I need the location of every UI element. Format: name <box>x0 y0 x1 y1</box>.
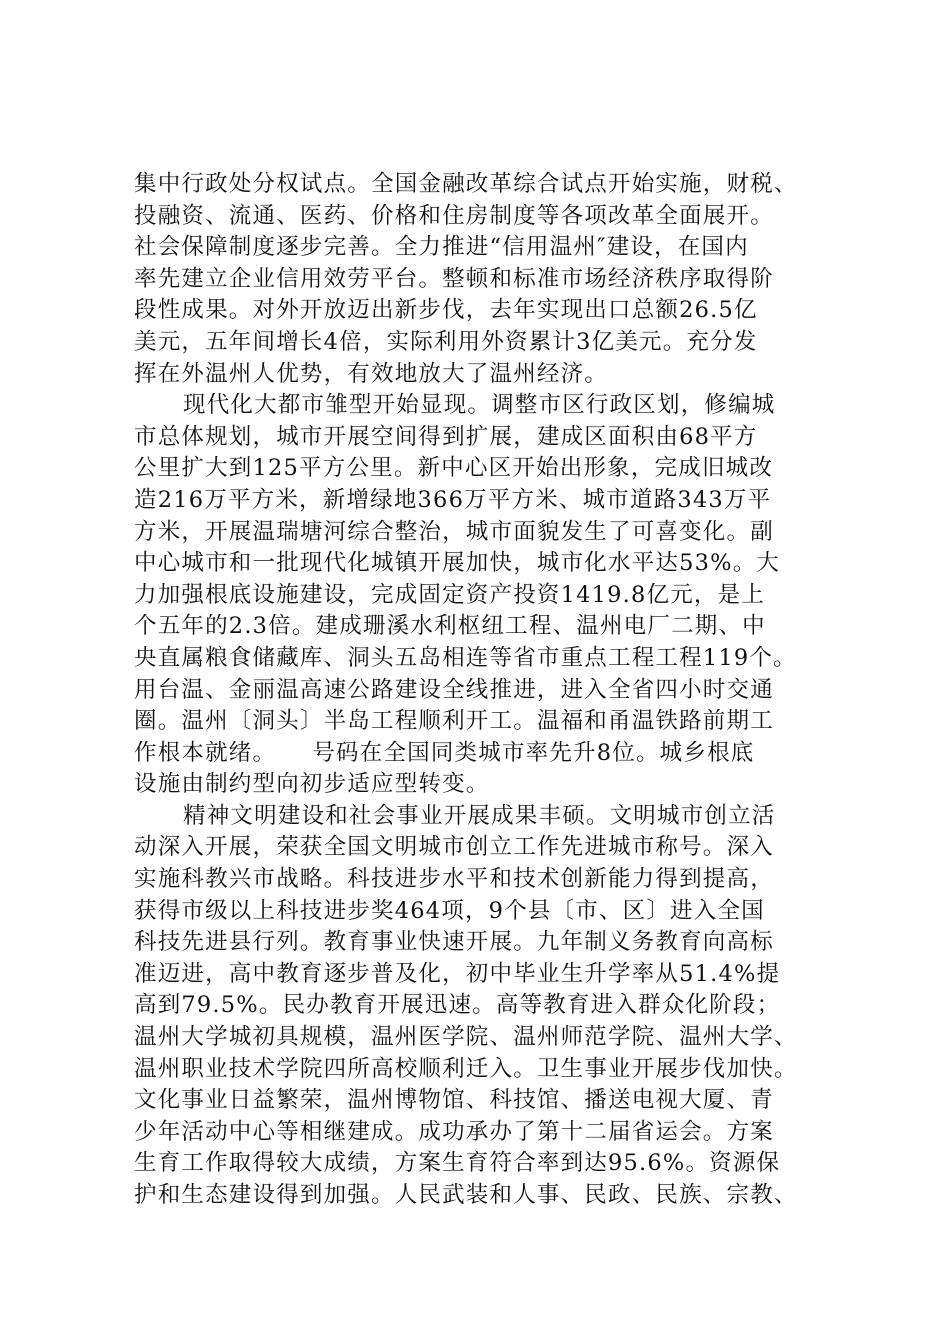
text-line: 动深入开展，荣获全国文明城市创立工作先进城市称号。深入 <box>134 834 774 861</box>
text-line: 方米，开展温瑞塘河综合整治，城市面貌发生了可喜变化。副 <box>134 518 774 545</box>
text-line: 造216万平方米，新增绿地366万平方米、城市道路343万平 <box>134 486 772 513</box>
text-line: 段性成果。对外开放迈出新步伐，去年实现出口总额26.5亿 <box>134 297 758 324</box>
text-line: 生育工作取得较大成绩，方案生育符合率到达95.6%。资源保 <box>134 1150 781 1177</box>
text-line: 美元，五年间增长4倍，实际利用外资累计3亿美元。充分发 <box>134 328 758 355</box>
text-line: 作根本就绪。 号码在全国同类城市率先升8位。城乡根底 <box>134 739 755 766</box>
text-line: 圈。温州〔洞头〕半岛工程顺利开工。温福和甬温铁路前期工 <box>134 708 774 735</box>
text-line: 力加强根底设施建设，完成固定资产投资1419.8亿元，是上 <box>134 581 766 608</box>
text-line: 中心城市和一批现代化城镇开展加快，城市化水平达53%。大 <box>134 550 781 577</box>
text-line: 率先建立企业信用效劳平台。整顿和标准市场经济秩序取得阶 <box>134 265 774 292</box>
text-line: 社会保障制度逐步完善。全力推进“信用温州″建设，在国内 <box>134 234 749 261</box>
text-line: 设施由制约型向初步适应型转变。 <box>134 771 490 798</box>
text-line: 文化事业日益繁荣，温州博物馆、科技馆、播送电视大厦、青 <box>134 1087 774 1114</box>
text-line: 温州大学城初具规模，温州医学院、温州师范学院、温州大学、 <box>134 1024 798 1051</box>
body-text <box>134 169 854 1212</box>
text-line: 公里扩大到125平方公里。新中心区开始出形象，完成旧城改 <box>134 455 774 482</box>
text-line: 用台温、金丽温高速公路建设全线推进，进入全省四小时交通 <box>134 676 774 703</box>
text-line: 个五年的2.3倍。建成珊溪水利枢纽工程、温州电厂二期、中 <box>134 613 766 640</box>
text-line: 集中行政处分权试点。全国金融改革综合试点开始实施，财税、 <box>134 171 798 197</box>
text-line: 实施科教兴市战略。科技进步水平和技术创新能力得到提高， <box>134 866 774 893</box>
text-line: 市总体规划，城市开展空间得到扩展，建成区面积由68平方 <box>134 423 758 450</box>
text-line: 投融资、流通、医药、价格和住房制度等各项改革全面展开。 <box>134 202 774 229</box>
text-line: 护和生态建设得到加强。人民武装和人事、民政、民族、宗教、 <box>134 1182 798 1208</box>
text-line: 少年活动中心等相继建成。成功承办了第十二届省运会。方案 <box>134 1118 774 1145</box>
text-line: 获得市级以上科技进步奖464项，9个县〔市、区〕进入全国 <box>134 897 765 924</box>
text-line: 温州职业技术学院四所高校顺利迁入。卫生事业开展步伐加快。 <box>134 1055 798 1082</box>
text-line: 准迈进，高中教育逐步普及化，初中毕业生升学率从51.4%提 <box>134 960 781 987</box>
paragraph-start-line: 精神文明建设和社会事业开展成果丰硕。文明城市创立活 <box>183 802 776 829</box>
paragraph-start-line: 现代化大都市雏型开始显现。调整市区行政区划，修编城 <box>183 392 776 419</box>
text-line: 挥在外温州人优势，有效地放大了温州经济。 <box>134 360 609 387</box>
text-line: 科技先进县行列。教育事业快速开展。九年制义务教育向高标 <box>134 929 774 956</box>
text-line: 央直属粮食储藏库、洞头五岛相连等省市重点工程工程119个。 <box>134 644 797 671</box>
text-line: 高到79.5%。民办教育开展迅速。高等教育进入群众化阶段； <box>134 992 781 1019</box>
